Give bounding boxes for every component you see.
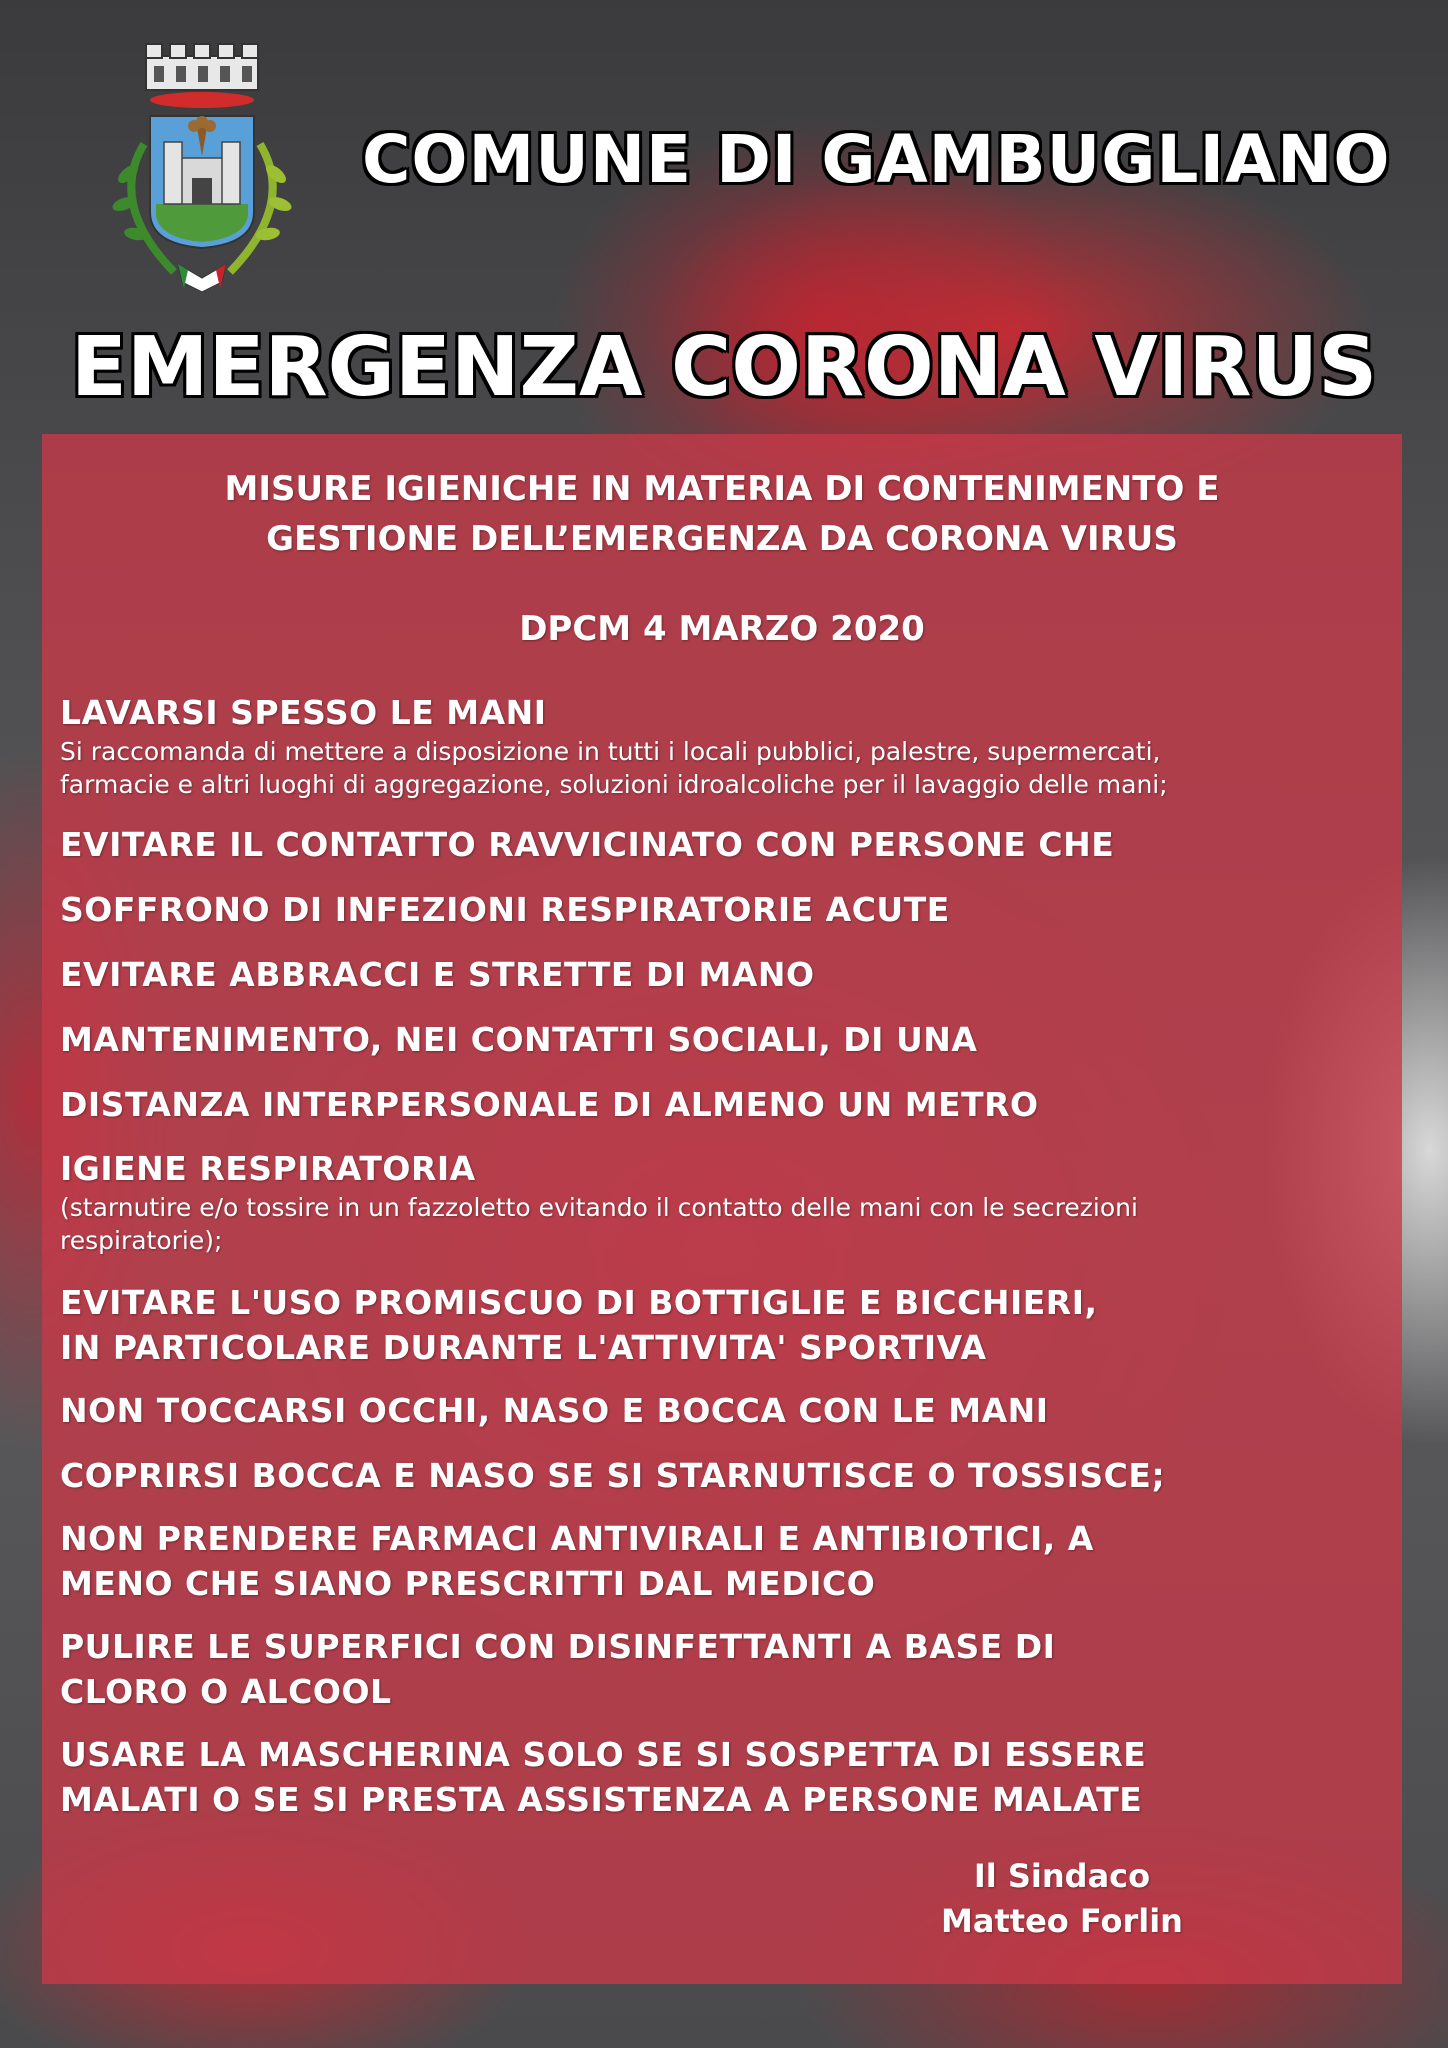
measures-panel bbox=[42, 434, 1402, 1984]
decree-reference: DPCM 4 MARZO 2020 bbox=[519, 609, 925, 649]
signature-name: Matteo Forlin bbox=[941, 1902, 1183, 1940]
measure-title-line: MENO CHE SIANO PRESCRITTI DAL MEDICO bbox=[60, 1564, 876, 1603]
measure-item bbox=[60, 1516, 1390, 1606]
emergency-title: EMERGENZA CORONA VIRUS bbox=[70, 320, 1378, 415]
measure-title: EVITARE IL CONTATTO RAVVICINATO CON PERSONE CHE bbox=[60, 825, 1115, 864]
measure-item bbox=[60, 822, 1390, 867]
measure-title: SOFFRONO DI INFEZIONI RESPIRATORIE ACUTE bbox=[60, 890, 950, 929]
municipality-title: COMUNE DI GAMBUGLIANO bbox=[362, 121, 1391, 198]
measure-note: farmacie e altri luoghi di aggregazione, soluzioni idroalcoliche per il lavaggio delle mani; bbox=[60, 770, 1168, 799]
measure-item bbox=[60, 1082, 1390, 1127]
measure-item bbox=[60, 1453, 1390, 1498]
measure-title-line: MALATI O SE SI PRESTA ASSISTENZA A PERSONE MALATE bbox=[60, 1780, 1143, 1819]
measure-item bbox=[60, 952, 1390, 997]
measure-item bbox=[60, 1017, 1390, 1062]
measure-title: LAVARSI SPESSO LE MANI bbox=[60, 693, 547, 732]
measure-title-line: USARE LA MASCHERINA SOLO SE SI SOSPETTA DI ESSERE bbox=[60, 1735, 1147, 1774]
measure-title-line: PULIRE LE SUPERFICI CON DISINFETTANTI A BASE DI bbox=[60, 1627, 1056, 1666]
measures-heading-line: MISURE IGIENICHE IN MATERIA DI CONTENIMENTO E bbox=[224, 469, 1220, 509]
signature-block bbox=[862, 1854, 1262, 1944]
measure-title: NON TOCCARSI OCCHI, NASO E BOCCA CON LE MANI bbox=[60, 1391, 1049, 1430]
measure-item bbox=[60, 1280, 1390, 1370]
measure-title: DISTANZA INTERPERSONALE DI ALMENO UN METRO bbox=[60, 1085, 1039, 1124]
measures-heading bbox=[42, 464, 1402, 564]
measure-item bbox=[60, 1624, 1390, 1714]
measure-item bbox=[60, 690, 1390, 801]
measure-title-line: NON PRENDERE FARMACI ANTIVIRALI E ANTIBIOTICI, A bbox=[60, 1519, 1094, 1558]
signature-role: Il Sindaco bbox=[973, 1857, 1151, 1895]
measures-heading-line: GESTIONE DELL’EMERGENZA DA CORONA VIRUS bbox=[266, 519, 1178, 559]
measure-item bbox=[60, 887, 1390, 932]
municipal-coat-of-arms-icon bbox=[84, 34, 320, 300]
measure-title-line: IN PARTICOLARE DURANTE L'ATTIVITA' SPORTIVA bbox=[60, 1328, 987, 1367]
measure-title: COPRIRSI BOCCA E NASO SE SI STARNUTISCE O TOSSISCE; bbox=[60, 1456, 1166, 1495]
measure-item bbox=[60, 1732, 1390, 1822]
measure-title: MANTENIMENTO, NEI CONTATTI SOCIALI, DI UNA bbox=[60, 1020, 978, 1059]
measure-item bbox=[60, 1146, 1390, 1257]
measure-note: respiratorie); bbox=[60, 1226, 223, 1255]
measure-title-line: CLORO O ALCOOL bbox=[60, 1672, 392, 1711]
measure-title: IGIENE RESPIRATORIA bbox=[60, 1149, 476, 1188]
measure-note: (starnutire e/o tossire in un fazzoletto evitando il contatto delle mani con le secrezioni bbox=[60, 1193, 1138, 1222]
measure-item bbox=[60, 1388, 1390, 1433]
measure-note: Si raccomanda di mettere a disposizione in tutti i locali pubblici, palestre, supermercati, bbox=[60, 737, 1161, 766]
measure-title: EVITARE ABBRACCI E STRETTE DI MANO bbox=[60, 955, 815, 994]
measure-title-line: EVITARE L'USO PROMISCUO DI BOTTIGLIE E BICCHIERI, bbox=[60, 1283, 1098, 1322]
